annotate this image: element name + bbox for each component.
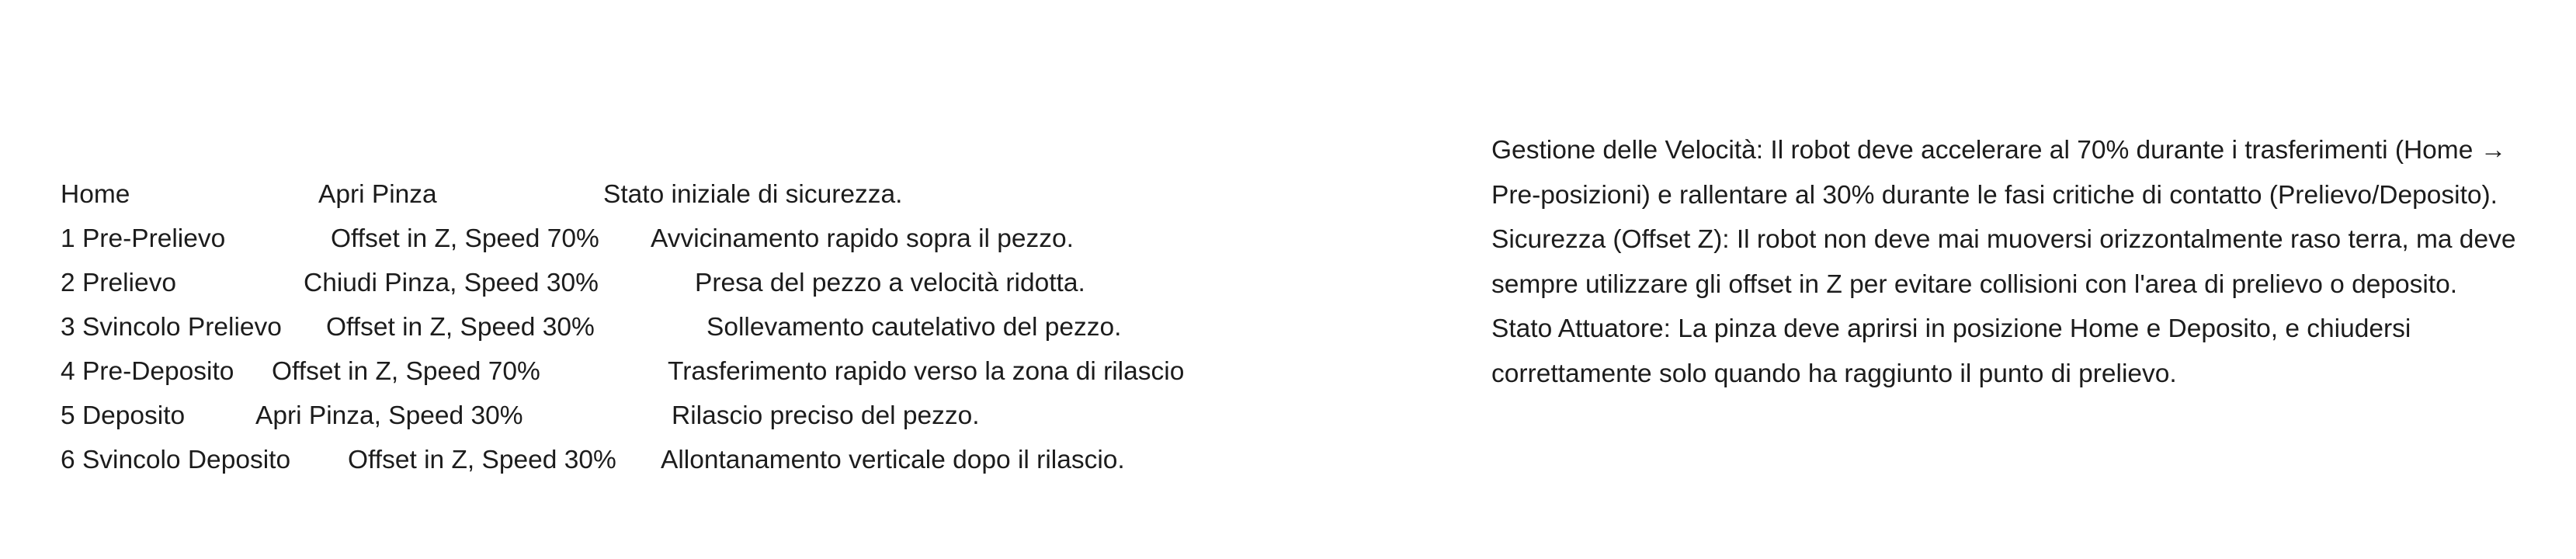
step-description: Rilascio preciso del pezzo. [672, 401, 980, 430]
speed-note: Gestione delle Velocità: Il robot deve accelerare al 70% durante i trasferimenti (Home → Pre-posizioni) e rallentare al 30% durante le fasi critiche di contatto (Prelievo/Deposito). [1491, 136, 2507, 210]
step-row [61, 438, 1365, 482]
step-description: Allontanamento verticale dopo il rilascio. [661, 446, 1125, 474]
step-action: Offset in Z, Speed 70% [331, 224, 599, 253]
step-name: 4 Pre-Deposito [61, 357, 234, 386]
step-description: Presa del pezzo a velocità ridotta. [695, 269, 1085, 297]
step-action: Offset in Z, Speed 70% [272, 357, 540, 386]
step-row [61, 305, 1365, 349]
actuator-note: Stato Attuatore: La pinza deve aprirsi in posizione Home e Deposito, e chiudersi correttamente solo quando ha raggiunto il punto di prelievo. [1491, 314, 2411, 388]
step-action: Offset in Z, Speed 30% [326, 313, 595, 342]
step-description: Trasferimento rapido verso la zona di rilascio [668, 357, 1185, 386]
step-row [61, 217, 1365, 261]
step-row [61, 349, 1365, 394]
step-action: Offset in Z, Speed 30% [348, 446, 616, 474]
step-row [61, 172, 1365, 217]
step-name: 3 Svincolo Prelievo [61, 313, 282, 342]
step-action: Apri Pinza, Speed 30% [255, 401, 523, 430]
step-action: Chiudi Pinza, Speed 30% [304, 269, 599, 297]
steps-table [61, 172, 1365, 483]
step-name: 5 Deposito [61, 401, 186, 430]
step-action: Apri Pinza [318, 180, 437, 209]
step-name: 1 Pre-Prelievo [61, 224, 226, 253]
step-name: 2 Prelievo [61, 269, 176, 297]
step-row [61, 394, 1365, 438]
safety-note: Sicurezza (Offset Z): Il robot non deve mai muoversi orizzontalmente raso terra, ma deve sempre utilizzare gli offset in Z per evitare collisioni con l'area di prelievo o deposito. [1491, 225, 2516, 299]
step-description: Sollevamento cautelativo del pezzo. [706, 313, 1122, 342]
step-description: Stato iniziale di sicurezza. [603, 180, 903, 209]
step-name: Home [61, 180, 130, 209]
requirements-notes [1491, 128, 2540, 396]
step-row [61, 261, 1365, 305]
step-description: Avvicinamento rapido sopra il pezzo. [651, 224, 1074, 253]
step-name: 6 Svincolo Deposito [61, 446, 291, 474]
